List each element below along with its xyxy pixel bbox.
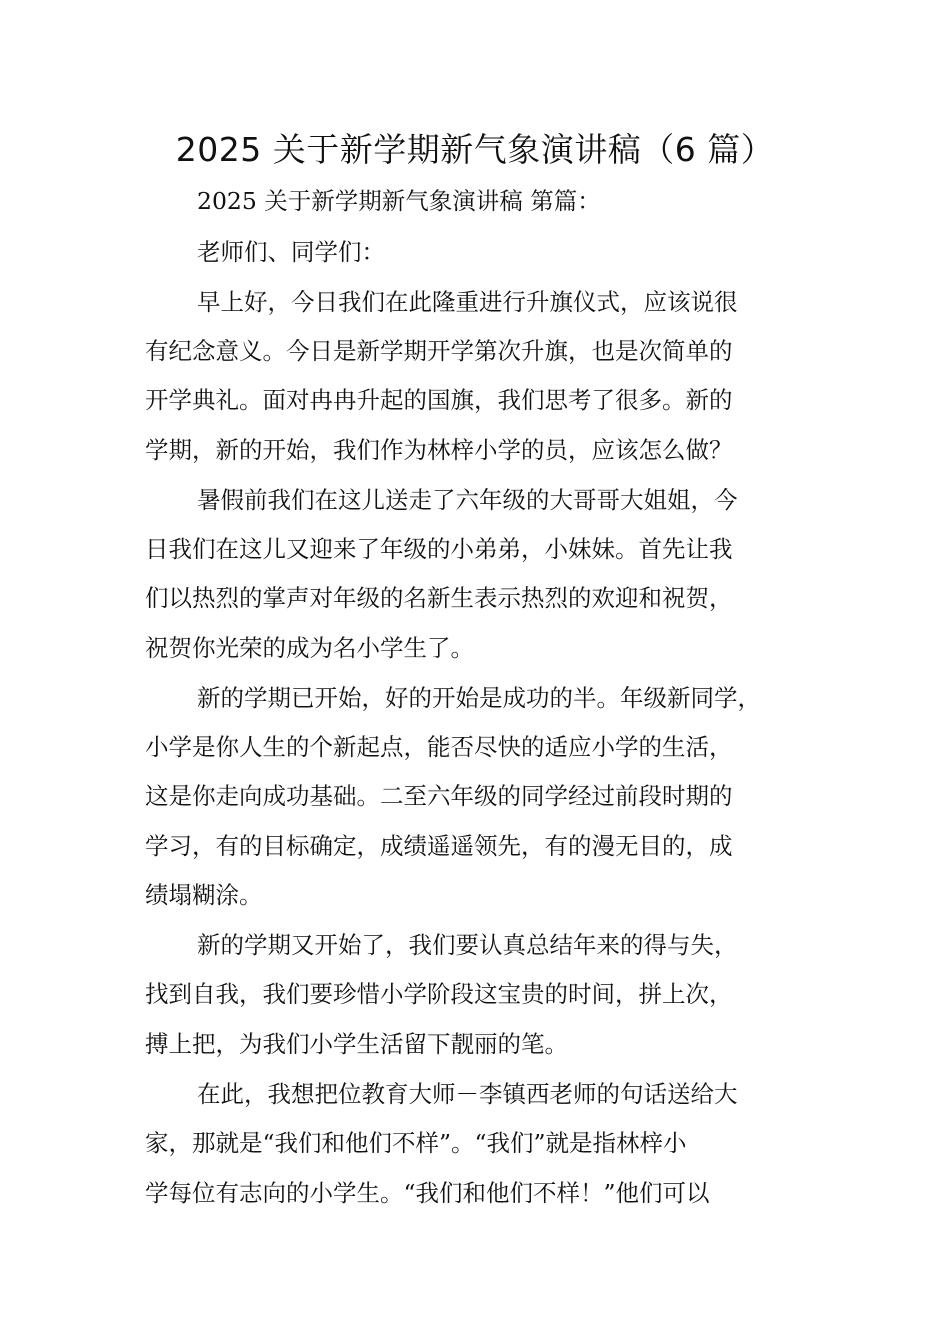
paragraph-line: 日我们在这儿又迎来了年级的小弟弟，小妹妹。首先让我 (145, 535, 733, 563)
paragraph-line: 们以热烈的掌声对年级的名新生表示热烈的欢迎和祝贺， (145, 584, 733, 612)
paragraph-line: 学习，有的目标确定，成绩遥遥领先，有的漫无目的，成 (145, 832, 733, 860)
paragraph-line: 这是你走向成功基础。二至六年级的同学经过前段时期的 (145, 782, 733, 810)
paragraph-line: 祝贺你光荣的成为名小学生了。 (145, 634, 474, 662)
paragraph-line: 小学是你人生的个新起点，能否尽快的适应小学的生活， (145, 733, 733, 761)
paragraph-line: 暑假前我们在这儿送走了六年级的大哥哥大姐姐，今 (197, 486, 738, 514)
paragraph-line: 开学典礼。面对冉冉升起的国旗，我们思考了很多。新的 (145, 386, 733, 414)
paragraph-line: 家，那就是“我们和他们不样”。“我们”就是指林梓小 (145, 1129, 687, 1157)
paragraph-line: 搏上把，为我们小学生活留下靓丽的笔。 (145, 1030, 568, 1058)
paragraph-line: 在此，我想把位教育大师－李镇西老师的句话送给大 (197, 1080, 738, 1108)
paragraph-line: 新的学期又开始了，我们要认真总结年来的得与失， (197, 931, 738, 959)
document-title: 2025 关于新学期新气象演讲稿（6 篇） (175, 130, 775, 169)
paragraph-line: 找到自我，我们要珍惜小学阶段这宝贵的时间，拼上次， (145, 980, 733, 1008)
paragraph-line: 学每位有志向的小学生。“我们和他们不样！”他们可以 (145, 1179, 710, 1207)
document-subtitle: 2025 关于新学期新气象演讲稿 第篇： (197, 187, 601, 215)
paragraph-line: 学期，新的开始，我们作为林梓小学的员，应该怎么做？ (145, 436, 733, 464)
paragraph-line: 新的学期已开始，好的开始是成功的半。年级新同学， (197, 684, 761, 712)
paragraph-line: 有纪念意义。今日是新学期开学第次升旗，也是次简单的 (145, 337, 733, 365)
salutation: 老师们、同学们： (197, 238, 385, 266)
paragraph-line: 早上好，今日我们在此隆重进行升旗仪式，应该说很 (197, 288, 738, 316)
paragraph-line: 绩塌糊涂。 (145, 881, 263, 909)
